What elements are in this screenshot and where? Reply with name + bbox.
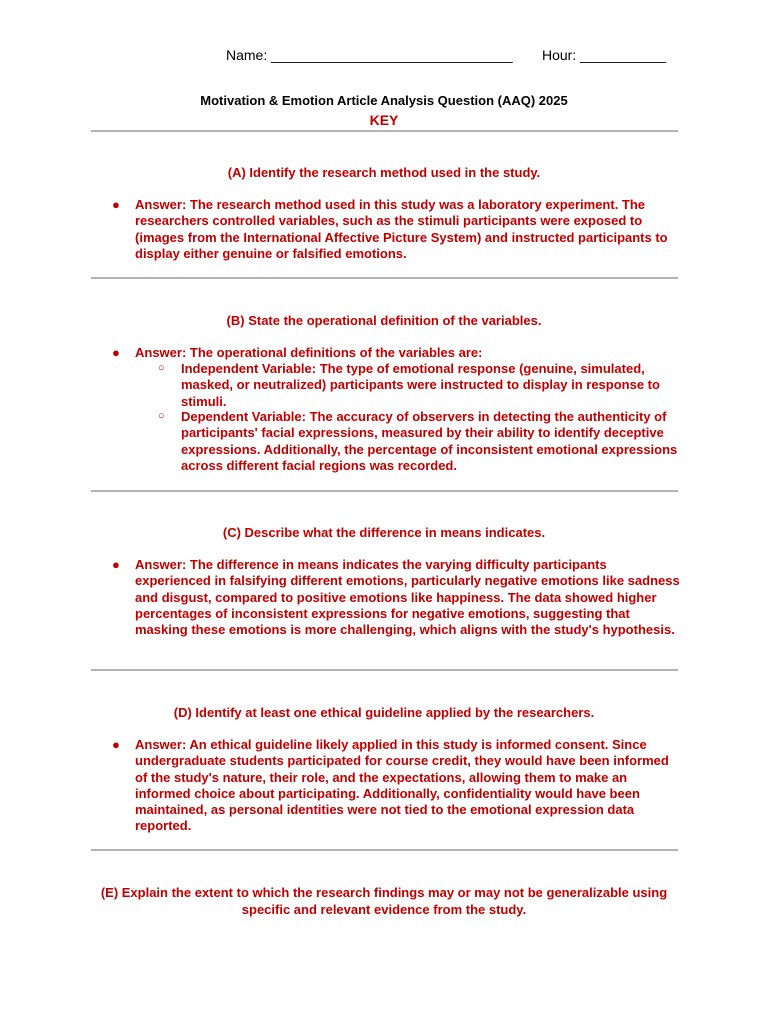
answer-b-independent-variable: Independent Variable: The type of emotional response (genuine, simulated, masked, or neutralized) participants were instructed to display in response to stimuli.	[181, 361, 660, 409]
sub-bullet-icon: ○	[158, 410, 165, 422]
answer-c: Answer: The difference in means indicates the varying difficulty participants experienced in falsifying different emotions, particularly negative emotions like sadness and disgust, compared to positive emotions like happiness. The data showed higher percentages of inconsistent expressions for negative emotions, suggesting that masking these emotions is more challenging, which aligns with the study's hypothesis.	[135, 557, 680, 638]
document-title: Motivation & Emotion Article Analysis Question (AAQ) 2025	[200, 93, 568, 108]
key-label: KEY	[369, 112, 399, 128]
bullet-icon: ●	[112, 557, 120, 572]
question-a: (A) Identify the research method used in the study.	[227, 165, 541, 180]
question-d: (D) Identify at least one ethical guideline applied by the researchers.	[173, 705, 595, 720]
divider	[91, 130, 678, 132]
bullet-icon: ●	[112, 737, 120, 752]
name-field: Name: _______________________________	[226, 47, 513, 63]
divider	[91, 490, 678, 492]
answer-b-dependent-variable: Dependent Variable: The accuracy of observers in detecting the authenticity of participants' facial expressions, measured by their ability to identify deceptive expressions. Additionally, the percentage of inconsistent emotional expressions across different facial regions was recorded.	[181, 409, 678, 473]
divider	[91, 277, 678, 279]
answer-d: Answer: An ethical guideline likely applied in this study is informed consent. Since undergraduate students participated for course credit, they would have been informed of the study's nature, their role, and the expectations, allowing them to make an informed choice about participating. Additionally, confidentiality would have been maintained, as personal identities were not tied to the emotional expression data reported.	[135, 737, 669, 834]
bullet-icon: ●	[112, 197, 120, 212]
answer-a: Answer: The research method used in this study was a laboratory experiment. The researchers controlled variables, such as the stimuli participants were exposed to (images from the International Affective Picture System) and instructed participants to display either genuine or falsified emotions.	[135, 197, 668, 261]
answer-b: Answer: The operational definitions of the variables are:	[135, 345, 483, 360]
question-c: (C) Describe what the difference in means indicates.	[222, 525, 546, 540]
sub-bullet-icon: ○	[158, 362, 165, 374]
divider	[91, 669, 678, 671]
divider	[91, 849, 678, 851]
bullet-icon: ●	[112, 345, 120, 360]
question-b: (B) State the operational definition of the variables.	[226, 313, 542, 328]
hour-field: Hour: ___________	[542, 47, 666, 63]
question-e: (E) Explain the extent to which the research findings may or may not be generalizable using specific and relevant evidence from the study.	[100, 885, 668, 917]
